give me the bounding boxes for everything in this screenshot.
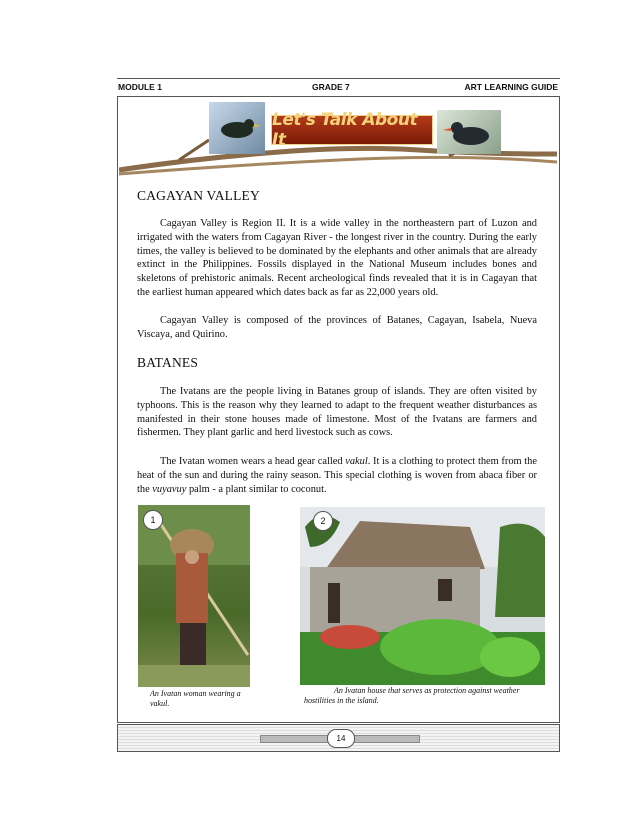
paragraph-text: Cagayan Valley is Region II. It is a wide valley in the northeastern part of Luzon and irrigated with the waters from Cagayan River - the longest river in the country. During the early times, the valley is believed to be dominated by the elephants and other animals that are already extinct in the Philippines. Fossils displayed in the National Museum includes bones and skeletons of prehistoric animals. Recent archeological finds revealed that it is in Cagayan that the earliest human appeared which dates back as far as 22,000 years old. xyxy=(137,218,537,298)
paragraph-cagayan-intro xyxy=(137,217,537,300)
paragraph-text: The Ivatans are the people living in Batanes group of islands. They are often visited by typhoons. This is the reason why they learned to adapt to the frequent weather disturbances as manifested in their stone houses made of limestone. Most of the Ivatans are farmers and fishermen. They plant garlic and herd livestock such as cows. xyxy=(137,386,537,439)
paragraph-ivatans xyxy=(137,385,537,440)
section-banner xyxy=(119,100,557,176)
photo-ivatan-house xyxy=(300,507,545,685)
paragraph-text: Cagayan Valley is composed of the provinces of Batanes, Cagayan, Isabela, Nueva Viscaya, and Quirino. xyxy=(137,315,537,340)
guide-label: ART LEARNING GUIDE xyxy=(464,82,558,92)
figure-caption-1: An Ivatan woman wearing a vakul. xyxy=(150,689,241,708)
figure-number-1: 1 xyxy=(143,510,163,530)
paragraph-text: palm - a plant similar to coconut. xyxy=(186,483,327,495)
heading-batanes: BATANES xyxy=(137,355,199,370)
page-number: 14 xyxy=(327,729,355,748)
term-vakul: vakul xyxy=(345,456,368,467)
paragraph-text: The Ivatan women wears a head gear called xyxy=(160,456,346,467)
banner-title: Let's Talk About It xyxy=(271,115,433,145)
bird-image-right xyxy=(437,110,501,154)
term-vuyavuy: vuyavuy xyxy=(152,483,187,495)
page-header xyxy=(117,78,560,97)
paragraph-vakul xyxy=(137,455,537,496)
grade-label: GRADE 7 xyxy=(312,82,350,92)
paragraph-cagayan-provinces xyxy=(137,314,537,342)
bird-image-left xyxy=(209,102,265,154)
figure-caption-2: An Ivatan house that serves as protection against weather hostilities in the island. xyxy=(304,686,520,705)
paragraph-text: . It is a clothing to protect them from the heat of the sun and during the rainy season. This special clothing is woven from abaca fiber or the xyxy=(137,456,537,495)
photo-ivatan-woman xyxy=(138,505,250,687)
heading-cagayan-valley: CAGAYAN VALLEY xyxy=(137,188,260,203)
figure-number-2: 2 xyxy=(313,511,333,531)
module-label: MODULE 1 xyxy=(118,82,162,92)
